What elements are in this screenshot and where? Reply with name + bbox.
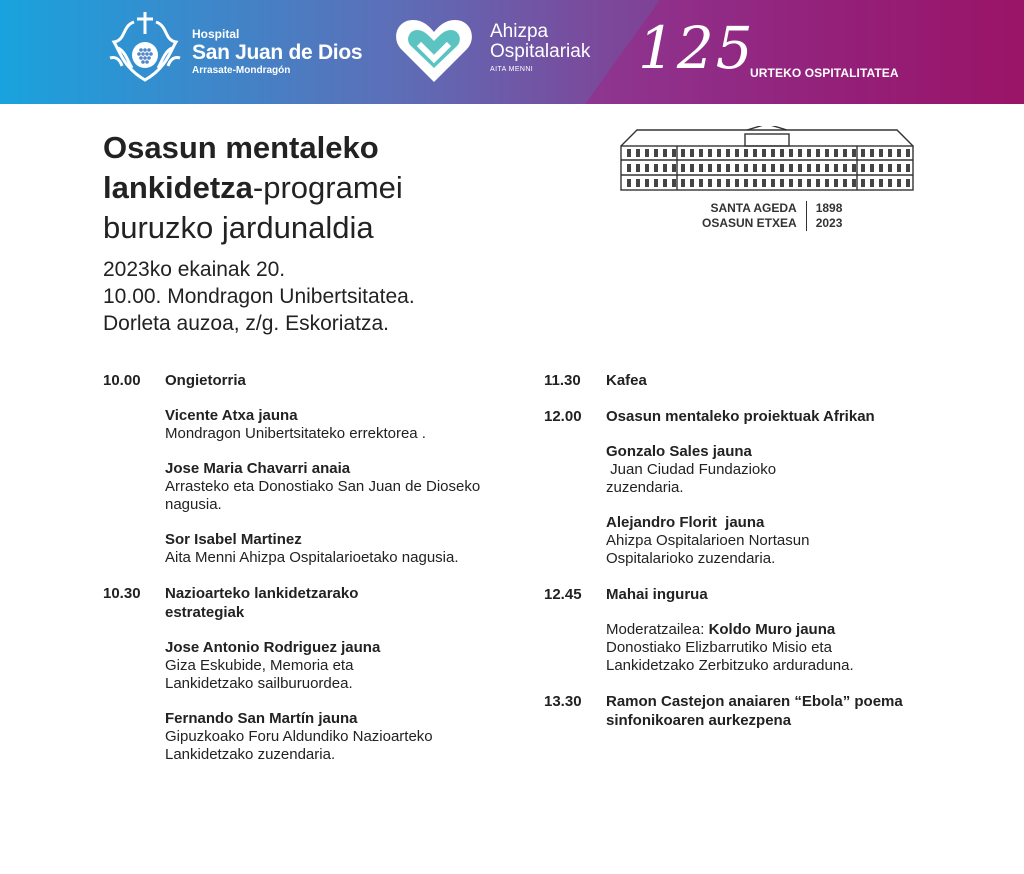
speaker-role: Ahizpa Ospitalarioen Nortasun Ospitalarioko zuzendaria. — [606, 532, 810, 567]
moderator-label: Moderatzailea: — [606, 621, 709, 638]
item-title: Mahai ingurua — [606, 586, 708, 603]
hospital-small-label: Hospital — [192, 27, 240, 41]
speaker — [165, 710, 523, 764]
item-time: 10.30 — [103, 585, 141, 602]
event-address: Dorleta auzoa, z/g. Eskoriatza. — [103, 312, 389, 335]
item-title: Osasun mentaleko proiektuak Afrikan — [606, 408, 875, 425]
congregation-line2: Ospitalariak — [490, 41, 591, 62]
speaker-name: Fernando San Martín jauna — [165, 710, 358, 727]
title-line2 — [103, 168, 583, 208]
santa-ageda-name1: SANTA AGEDA — [710, 201, 797, 215]
speaker-role: Giza Eskubide, Memoria eta Lankidetzako sailburuordea. — [165, 657, 354, 692]
title-line1: Osasun mentaleko — [103, 130, 379, 165]
speaker — [606, 514, 944, 568]
speaker-name: Sor Isabel Martinez — [165, 531, 302, 548]
title-line2-rest: -programei — [252, 170, 403, 205]
moderator-line — [606, 621, 944, 639]
event-date: 2023ko ekainak 20. — [103, 258, 286, 281]
item-title: Nazioarteko lankidetzarako estrategiak — [165, 585, 359, 621]
hospital-name-block — [192, 28, 362, 77]
moderator — [606, 621, 944, 675]
santa-ageda-year2: 2023 — [815, 216, 843, 230]
title-line3: buruzko jardunaldia — [103, 210, 374, 245]
congregation-line1: Ahizpa — [490, 21, 549, 42]
santa-ageda-caption — [702, 201, 842, 231]
building-illustration-icon — [617, 126, 917, 192]
heart-logo-icon — [393, 16, 475, 88]
item-time: 11.30 — [544, 372, 581, 389]
speaker-name: Alejandro Florit jauna — [606, 514, 765, 531]
event-place: 10.00. Mondragon Unibertsitatea. — [103, 285, 415, 308]
santa-ageda-name — [702, 201, 807, 231]
program-left-column — [103, 371, 523, 764]
speaker-name: Gonzalo Sales jauna — [606, 443, 752, 460]
program-item — [103, 584, 523, 764]
program-item — [544, 585, 944, 675]
congregation-name-block — [490, 22, 590, 76]
santa-ageda-name2: OSASUN ETXEA — [702, 216, 797, 230]
event-title — [103, 128, 583, 248]
speaker-name: Jose Antonio Rodriguez jauna — [165, 639, 381, 656]
santa-ageda-years — [807, 201, 843, 231]
program-right-column — [544, 371, 944, 730]
speaker-role: Juan Ciudad Fundazioko zuzendaria. — [606, 461, 781, 496]
item-title: Ongietorria — [165, 372, 246, 389]
speaker-role: Arrasteko eta Donostiako San Juan de Dioseko nagusia. — [165, 478, 481, 513]
anniversary-label: URTEKO OSPITALITATEA — [750, 66, 899, 80]
program-item — [544, 692, 944, 730]
item-title: Ramon Castejon anaiaren “Ebola” poema sinfonikoaren aurkezpena — [606, 693, 903, 729]
speaker — [165, 460, 523, 514]
speaker-name: Jose Maria Chavarri anaia — [165, 460, 351, 477]
hospital-name: San Juan de Dios — [192, 41, 363, 64]
anniversary-number: 125 — [638, 14, 755, 82]
speaker-role: Aita Menni Ahizpa Ospitalarioetako nagusia. — [165, 549, 459, 566]
speaker-name: Vicente Atxa jauna — [165, 407, 298, 424]
santa-ageda-year1: 1898 — [815, 201, 843, 215]
moderator-name: Koldo Muro jauna — [708, 621, 836, 638]
speaker-role: Mondragon Unibertsitateko errektorea . — [165, 425, 426, 442]
speaker-role: Gipuzkoako Foru Aldundiko Nazioarteko Lankidetzako zuzendaria. — [165, 728, 433, 763]
speaker — [165, 531, 523, 567]
speaker — [165, 639, 523, 693]
hospital-logo-icon — [104, 8, 186, 88]
header-banner — [0, 0, 1024, 104]
item-time: 13.30 — [544, 693, 582, 710]
speaker — [165, 407, 523, 443]
item-time: 12.45 — [544, 586, 582, 603]
item-time: 12.00 — [544, 408, 582, 425]
item-title: Kafea — [606, 372, 647, 389]
speaker — [606, 443, 944, 497]
moderator-role: Donostiako Elizbarrutiko Misio eta Lankidetzako Zerbitzuko arduraduna. — [606, 639, 854, 674]
item-time: 10.00 — [103, 372, 141, 389]
program-item — [544, 407, 944, 568]
hospital-place: Arrasate-Mondragón — [192, 65, 291, 76]
program-item — [544, 371, 944, 390]
program-item — [103, 371, 523, 567]
congregation-line3: AITA MENNI — [490, 66, 534, 73]
event-info — [103, 256, 583, 337]
title-line2-bold: lankidetza — [103, 170, 253, 205]
